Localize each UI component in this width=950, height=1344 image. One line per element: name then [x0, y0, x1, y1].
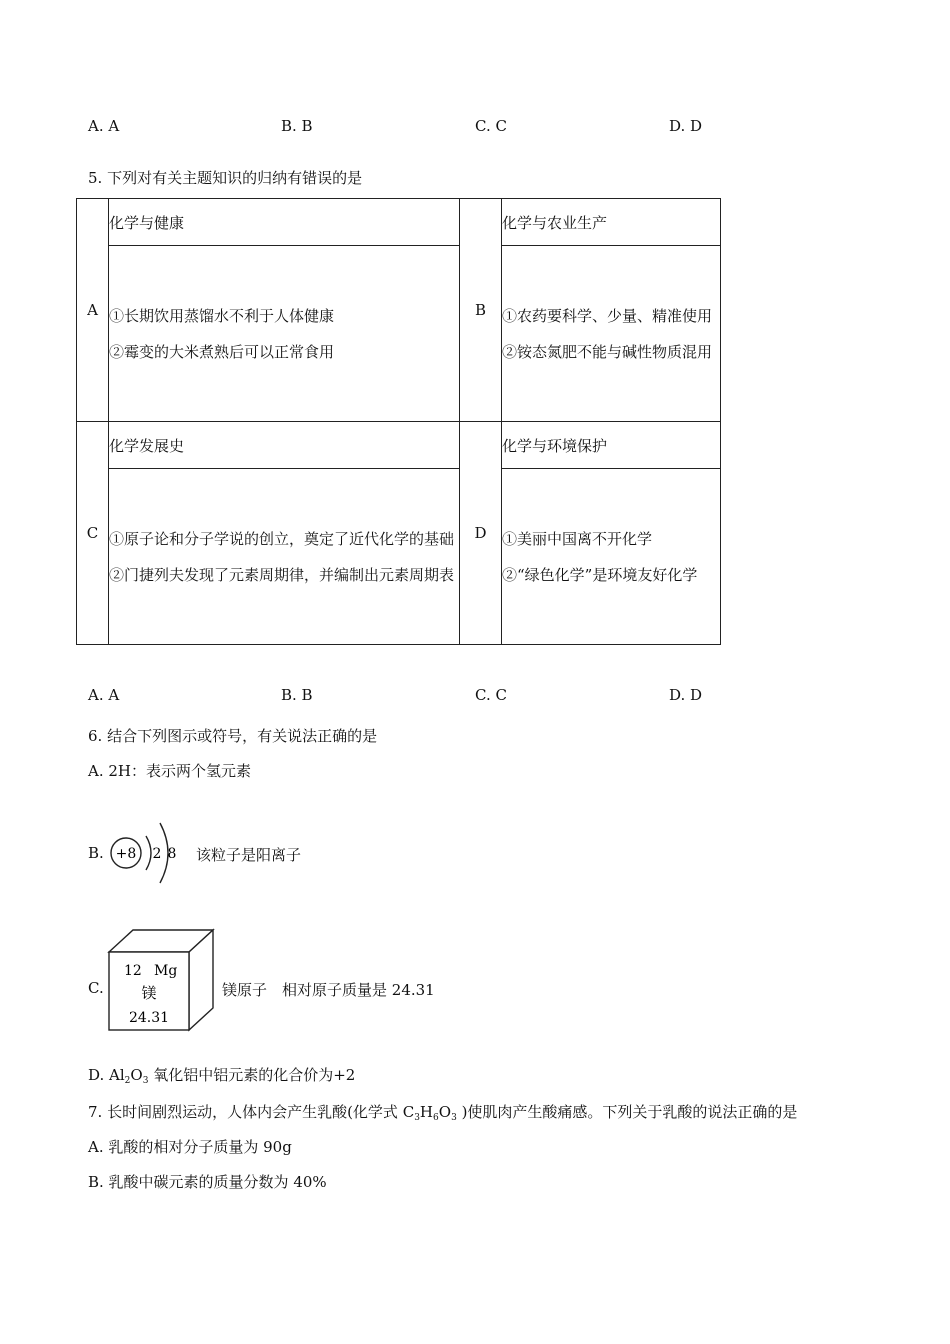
atom-structure-diagram — [104, 808, 184, 894]
q4-option-d[interactable]: D. D — [669, 117, 703, 135]
q6-option-d[interactable] — [88, 1064, 355, 1085]
atomic-number: 12 — [124, 963, 142, 979]
q4-option-a[interactable]: A. A — [88, 117, 120, 135]
q5-stem: 5. 下列对有关主题知识的归纳有错误的是 — [88, 169, 363, 187]
cell-a-letter: A — [77, 199, 109, 422]
cell-a-line-2: ②霉变的大米煮熟后可以正常食用 — [109, 342, 335, 361]
cell-b-title: 化学与农业生产 — [502, 199, 721, 246]
q7-stem-pre: 7. 长时间剧烈运动，人体内会产生乳酸(化学式 C — [88, 1103, 415, 1121]
q6-d-sub-2: 3 — [142, 1076, 149, 1086]
cell-c-line-2: ②门捷列夫发现了元素周期律，并编制出元素周期表 — [109, 565, 455, 584]
cell-d-line-1: ①美丽中国离不开化学 — [502, 529, 653, 548]
shell-2-electrons: 8 — [167, 846, 177, 862]
cell-a-body — [109, 246, 460, 422]
nucleus-charge: +8 — [115, 846, 137, 862]
cell-d-body — [502, 469, 721, 645]
q7-h: H — [419, 1103, 434, 1121]
periodic-cell-diagram — [106, 928, 216, 1034]
cell-a-line-1: ①长期饮用蒸馏水不利于人体健康 — [109, 306, 335, 325]
q6-option-c-label[interactable]: C. — [88, 979, 104, 997]
q5-option-b[interactable]: B. B — [281, 686, 313, 704]
q6-option-a[interactable]: A. 2H：表示两个氢元素 — [88, 762, 251, 780]
q7-stem-post: )使肌肉产生酸痛感。下列关于乳酸的说法正确的是 — [456, 1103, 798, 1121]
q7-sub-h: 6 — [433, 1113, 439, 1123]
cell-d-line-2: ②“绿色化学”是环境友好化学 — [502, 565, 698, 584]
cell-c-line-1: ①原子论和分子学说的创立，奠定了近代化学的基础 — [109, 529, 455, 548]
cell-b-letter: B — [460, 199, 502, 422]
cell-b-body — [502, 246, 721, 422]
q6-stem: 6. 结合下列图示或符号，有关说法正确的是 — [88, 727, 378, 745]
cell-b-line-2: ②铵态氮肥不能与碱性物质混用 — [502, 342, 713, 361]
q7-option-a[interactable]: A. 乳酸的相对分子质量为 90g — [88, 1138, 292, 1156]
q6-option-b-text: 该粒子是阳离子 — [196, 846, 302, 864]
shell-1-electrons: 2 — [152, 846, 162, 862]
cell-d-letter: D — [460, 422, 502, 645]
q4-option-b[interactable]: B. B — [281, 117, 313, 135]
q5-option-d[interactable]: D. D — [669, 686, 703, 704]
q7-stem — [88, 1101, 797, 1122]
q7-option-b[interactable]: B. 乳酸中碳元素的质量分数为 40% — [88, 1173, 327, 1191]
cell-c-letter: C — [77, 422, 109, 645]
element-name: 镁 — [141, 984, 157, 1002]
cell-c-body — [109, 469, 460, 645]
cell-b-line-1: ①农药要科学、少量、精准使用 — [502, 306, 713, 325]
q6-d-mid: O — [130, 1066, 143, 1084]
cell-d-title: 化学与环境保护 — [502, 422, 721, 469]
q6-d-rest: 氧化铝中铝元素的化合价为+2 — [148, 1066, 356, 1084]
q5-knowledge-table — [76, 198, 721, 645]
q6-option-c-text: 镁原子 相对原子质量是 24.31 — [222, 981, 435, 999]
q6-option-b-label[interactable]: B. — [88, 844, 104, 862]
element-symbol: Mg — [154, 963, 178, 979]
q4-option-c[interactable]: C. C — [475, 117, 507, 135]
q5-option-c[interactable]: C. C — [475, 686, 507, 704]
cell-c-title: 化学发展史 — [109, 422, 460, 469]
cell-a-title: 化学与健康 — [109, 199, 460, 246]
q7-sub-o: 3 — [451, 1113, 457, 1123]
q6-d-prefix: D. Al — [88, 1066, 125, 1084]
q5-option-a[interactable]: A. A — [88, 686, 120, 704]
q6-d-sub-1: 2 — [124, 1076, 131, 1086]
q7-o: O — [438, 1103, 452, 1121]
atomic-mass: 24.31 — [128, 1010, 170, 1026]
q7-sub-c: 3 — [414, 1113, 420, 1123]
